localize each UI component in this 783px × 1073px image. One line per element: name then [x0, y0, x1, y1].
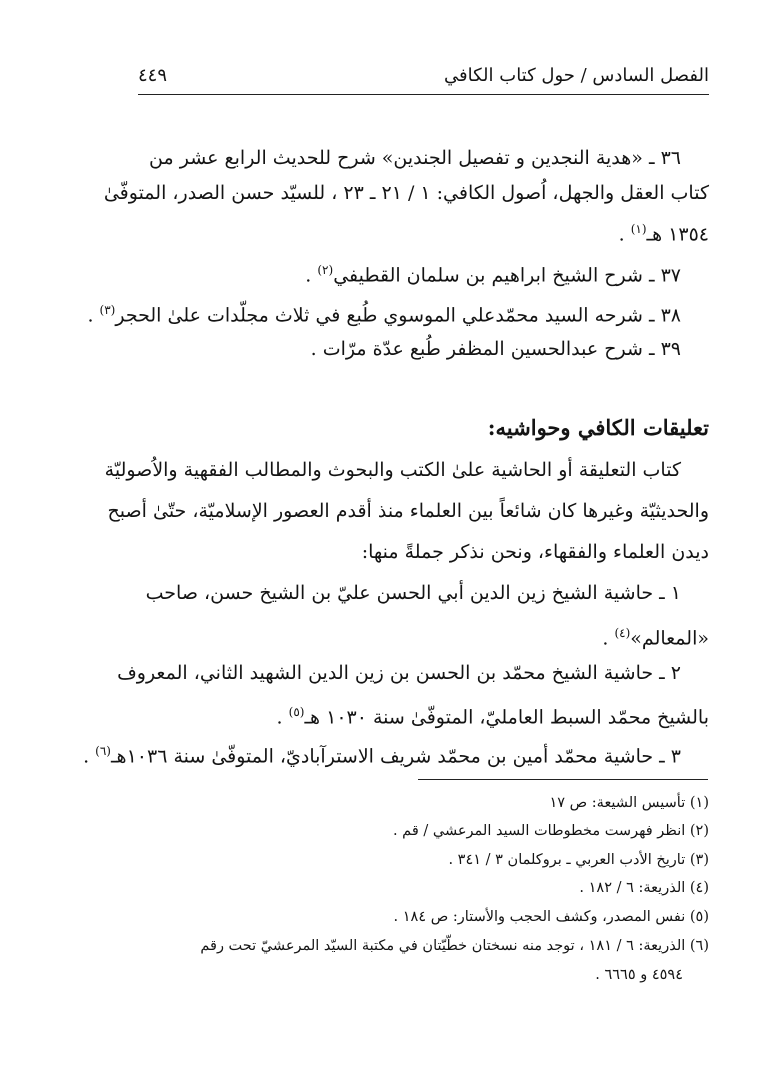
chapter-title: الفصل السادس / حول كتاب الكافي — [444, 64, 709, 86]
gloss-1-line-1: ١ ـ حاشية الشيخ زين الدين أبي الحسن عليّ بن الشيخ حسن، صاحب — [145, 582, 681, 604]
footnote-ref: (٣) — [99, 303, 116, 317]
footnote-6: (٦) الذريعة: ٦ / ١٨١ ، توجد منه نسختان خطّيّتان في مكتبة السيّد المرعشيّ تحت رقم — [200, 938, 709, 954]
footnote-5: (٥) نفس المصدر، وكشف الحجب والأستار: ص ١٨٤ . — [393, 909, 709, 925]
footnote-divider — [418, 779, 708, 780]
gloss-2-line-1: ٢ ـ حاشية الشيخ محمّد بن الحسن بن زين الدين الشهيد الثاني، المعروف — [117, 662, 681, 684]
item-36-line-1: ٣٦ ـ «هدية النجدين و تفصيل الجندين» شرح للحديث الرابع عشر من — [149, 147, 681, 169]
page-number: ٤٤٩ — [138, 64, 168, 86]
running-header — [138, 58, 709, 92]
footnote-6-continued: ٤٥٩٤ و ٦٦٦٥ . — [595, 967, 683, 983]
item-38: ٣٨ ـ شرحه السيد محمّدعلي الموسوي طُبع في ثلاث مجلّدات علىٰ الحجر$^{(٣)}$ . — [87, 303, 681, 327]
footnote-4: (٤) الذريعة: ٦ / ١٨٢ . — [579, 880, 709, 896]
item-37: ٣٧ ـ شرح الشيخ ابراهيم بن سلمان القطيفي$^{(٢)}$ . — [305, 263, 681, 287]
footnote-ref: (٥) — [288, 705, 305, 719]
header-divider — [138, 94, 709, 95]
footnote-1: (١) تأسيس الشيعة: ص ١٧ — [549, 795, 709, 811]
intro-line-1: كتاب التعليقة أو الحاشية علىٰ الكتب والبحوث والمطالب الفقهية والاُصوليّة — [104, 459, 681, 481]
footnote-3: (٣) تاريخ الأدب العربي ـ بروكلمان ٣ / ٣٤١ . — [448, 852, 709, 868]
intro-line-2: والحديثيّة وغيرها كان شائعاً بين العلماء منذ أقدم العصور الإسلاميّة، حتّىٰ أصبح — [107, 500, 709, 522]
footnote-ref: (٢) — [317, 263, 334, 277]
gloss-2-line-2: بالشيخ محمّد السبط العامليّ، المتوفّىٰ سنة ١٠٣٠ هـ$^{(٥)}$ . — [276, 705, 709, 729]
footnote-ref: (٦) — [95, 744, 111, 758]
intro-line-3: ديدن العلماء والفقهاء، ونحن نذكر جملةً منها: — [361, 541, 709, 563]
gloss-1-line-2: «المعالم»$^{(٤)}$ . — [602, 626, 709, 650]
section-heading: تعليقات الكافي وحواشيه: — [487, 415, 709, 440]
item-36-line-2: كتاب العقل والجهل، اُصول الكافي: ١ / ٢١ ـ ٢٣ ، للسيّد حسن الصدر، المتوفّىٰ — [103, 182, 709, 204]
item-36-line-3: ١٣٥٤ هـ$^{(١)}$ . — [618, 222, 709, 246]
gloss-3: ٣ ـ حاشية محمّد أمين بن محمّد شريف الاسترآباديّ، المتوفّىٰ سنة ١٠٣٦هـ$^{(٦)}$ . — [83, 744, 681, 768]
footnote-ref: (٤) — [614, 626, 631, 640]
footnote-ref: (١) — [630, 222, 647, 236]
item-39: ٣٩ ـ شرح عبدالحسين المظفر طُبع عدّة مرّات . — [310, 338, 681, 360]
footnote-2: (٢) انظر فهرست مخطوطات السيد المرعشي / قم . — [392, 823, 709, 839]
